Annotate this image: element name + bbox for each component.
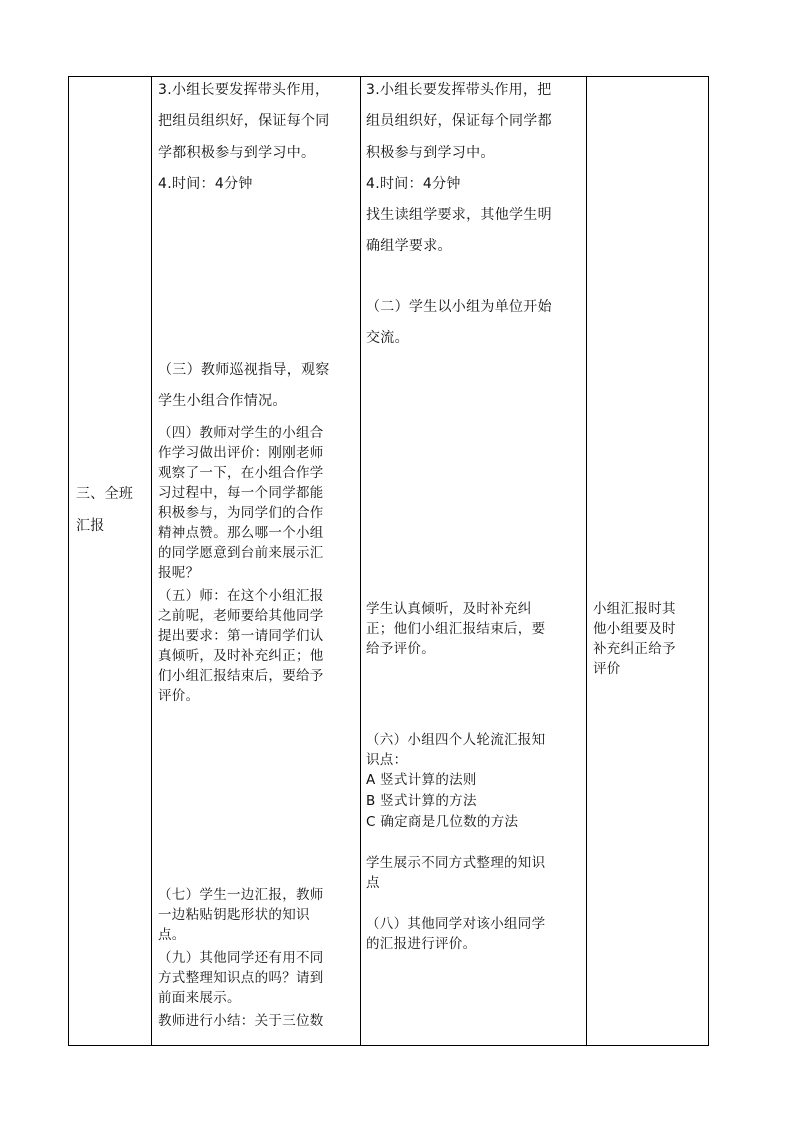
text-line: 真倾听，及时补充纠正；他 <box>158 648 324 664</box>
text-line: 补充纠正给予 <box>593 641 676 657</box>
table-border-col4 <box>586 76 587 1046</box>
text-line: 报呢？ <box>158 565 200 581</box>
text-line: （三）教师巡视指导，观察 <box>158 362 330 378</box>
text-line: （四）教师对学生的小组合 <box>158 425 324 441</box>
text-line: 学都积极参与到学习中。 <box>158 145 316 161</box>
text-line: 正；他们小组汇报结束后，要 <box>366 621 546 637</box>
text-line: （五）师：在这个小组汇报 <box>158 588 324 604</box>
text-line: （二）学生以小组为单位开始 <box>366 299 552 315</box>
text-line: 交流。 <box>366 330 409 346</box>
text-line: 3.小组长要发挥带头作用，把 <box>366 82 552 98</box>
text-line: 提出要求：第一请同学们认 <box>158 628 324 644</box>
table-border-col2 <box>151 76 152 1046</box>
table-border-col3 <box>360 76 361 1046</box>
knowledge-point-c: C 确定商是几位数的方法 <box>366 814 519 830</box>
text-line: 4.时间：4分钟 <box>158 176 253 192</box>
knowledge-point-b: B 竖式计算的方法 <box>366 793 477 809</box>
text-line: 评价。 <box>158 688 200 704</box>
text-line: 观察了一下，在小组合作学 <box>158 465 324 481</box>
table-top-border <box>68 76 709 77</box>
section-title-line: 汇报 <box>76 518 105 534</box>
text-line: 找生读组学要求，其他学生明 <box>366 207 552 223</box>
text-line: 评价 <box>593 661 621 677</box>
text-line: 点。 <box>158 927 186 943</box>
text-line: 方式整理知识点的吗？请到 <box>158 970 324 986</box>
text-line: 3.小组长要发挥带头作用， <box>158 82 330 98</box>
text-line: 点 <box>366 875 380 891</box>
table-border-left <box>68 76 69 1046</box>
text-line: 精神点赞。那么哪一个小组 <box>158 525 324 541</box>
text-line: 们小组汇报结束后，要给予 <box>158 668 324 684</box>
text-line: 确组学要求。 <box>366 238 452 254</box>
text-line: 把组员组织好，保证每个同 <box>158 113 330 129</box>
text-line: 作学习做出评价：刚刚老师 <box>158 445 324 461</box>
text-line: 组员组织好，保证每个同学都 <box>366 113 552 129</box>
text-line: 4.时间：4分钟 <box>366 176 461 192</box>
text-line: 教师进行小结：关于三位数 <box>158 1013 324 1029</box>
text-line: 一边粘贴钥匙形状的知识 <box>158 907 310 923</box>
section-title-line: 三、全班 <box>76 486 134 502</box>
text-line: 积极参与，为同学们的合作 <box>158 505 324 521</box>
text-line: 积极参与到学习中。 <box>366 145 495 161</box>
text-line: （六）小组四个人轮流汇报知 <box>366 732 546 748</box>
table-border-right <box>708 76 709 1046</box>
text-line: 小组汇报时其 <box>593 601 676 617</box>
text-line: 的汇报进行评价。 <box>366 936 477 952</box>
text-line: 给予评价。 <box>366 641 435 657</box>
text-line: （七）学生一边汇报，教师 <box>158 887 324 903</box>
text-line: 他小组要及时 <box>593 621 676 637</box>
table-bottom-border <box>68 1045 709 1046</box>
text-line: （九）其他同学还有用不同 <box>158 950 324 966</box>
text-line: 习过程中，每一个同学都能 <box>158 485 324 501</box>
knowledge-point-a: A 竖式计算的法则 <box>366 772 477 788</box>
text-line: 学生认真倾听，及时补充纠 <box>366 601 532 617</box>
text-line: 前面来展示。 <box>158 990 241 1006</box>
text-line: 学生展示不同方式整理的知识 <box>366 855 546 871</box>
text-line: 之前呢，老师要给其他同学 <box>158 608 324 624</box>
text-line: 的同学愿意到台前来展示汇 <box>158 545 324 561</box>
text-line: 学生小组合作情况。 <box>158 393 287 409</box>
text-line: （八）其他同学对该小组同学 <box>366 916 546 932</box>
text-line: 识点： <box>366 752 408 768</box>
